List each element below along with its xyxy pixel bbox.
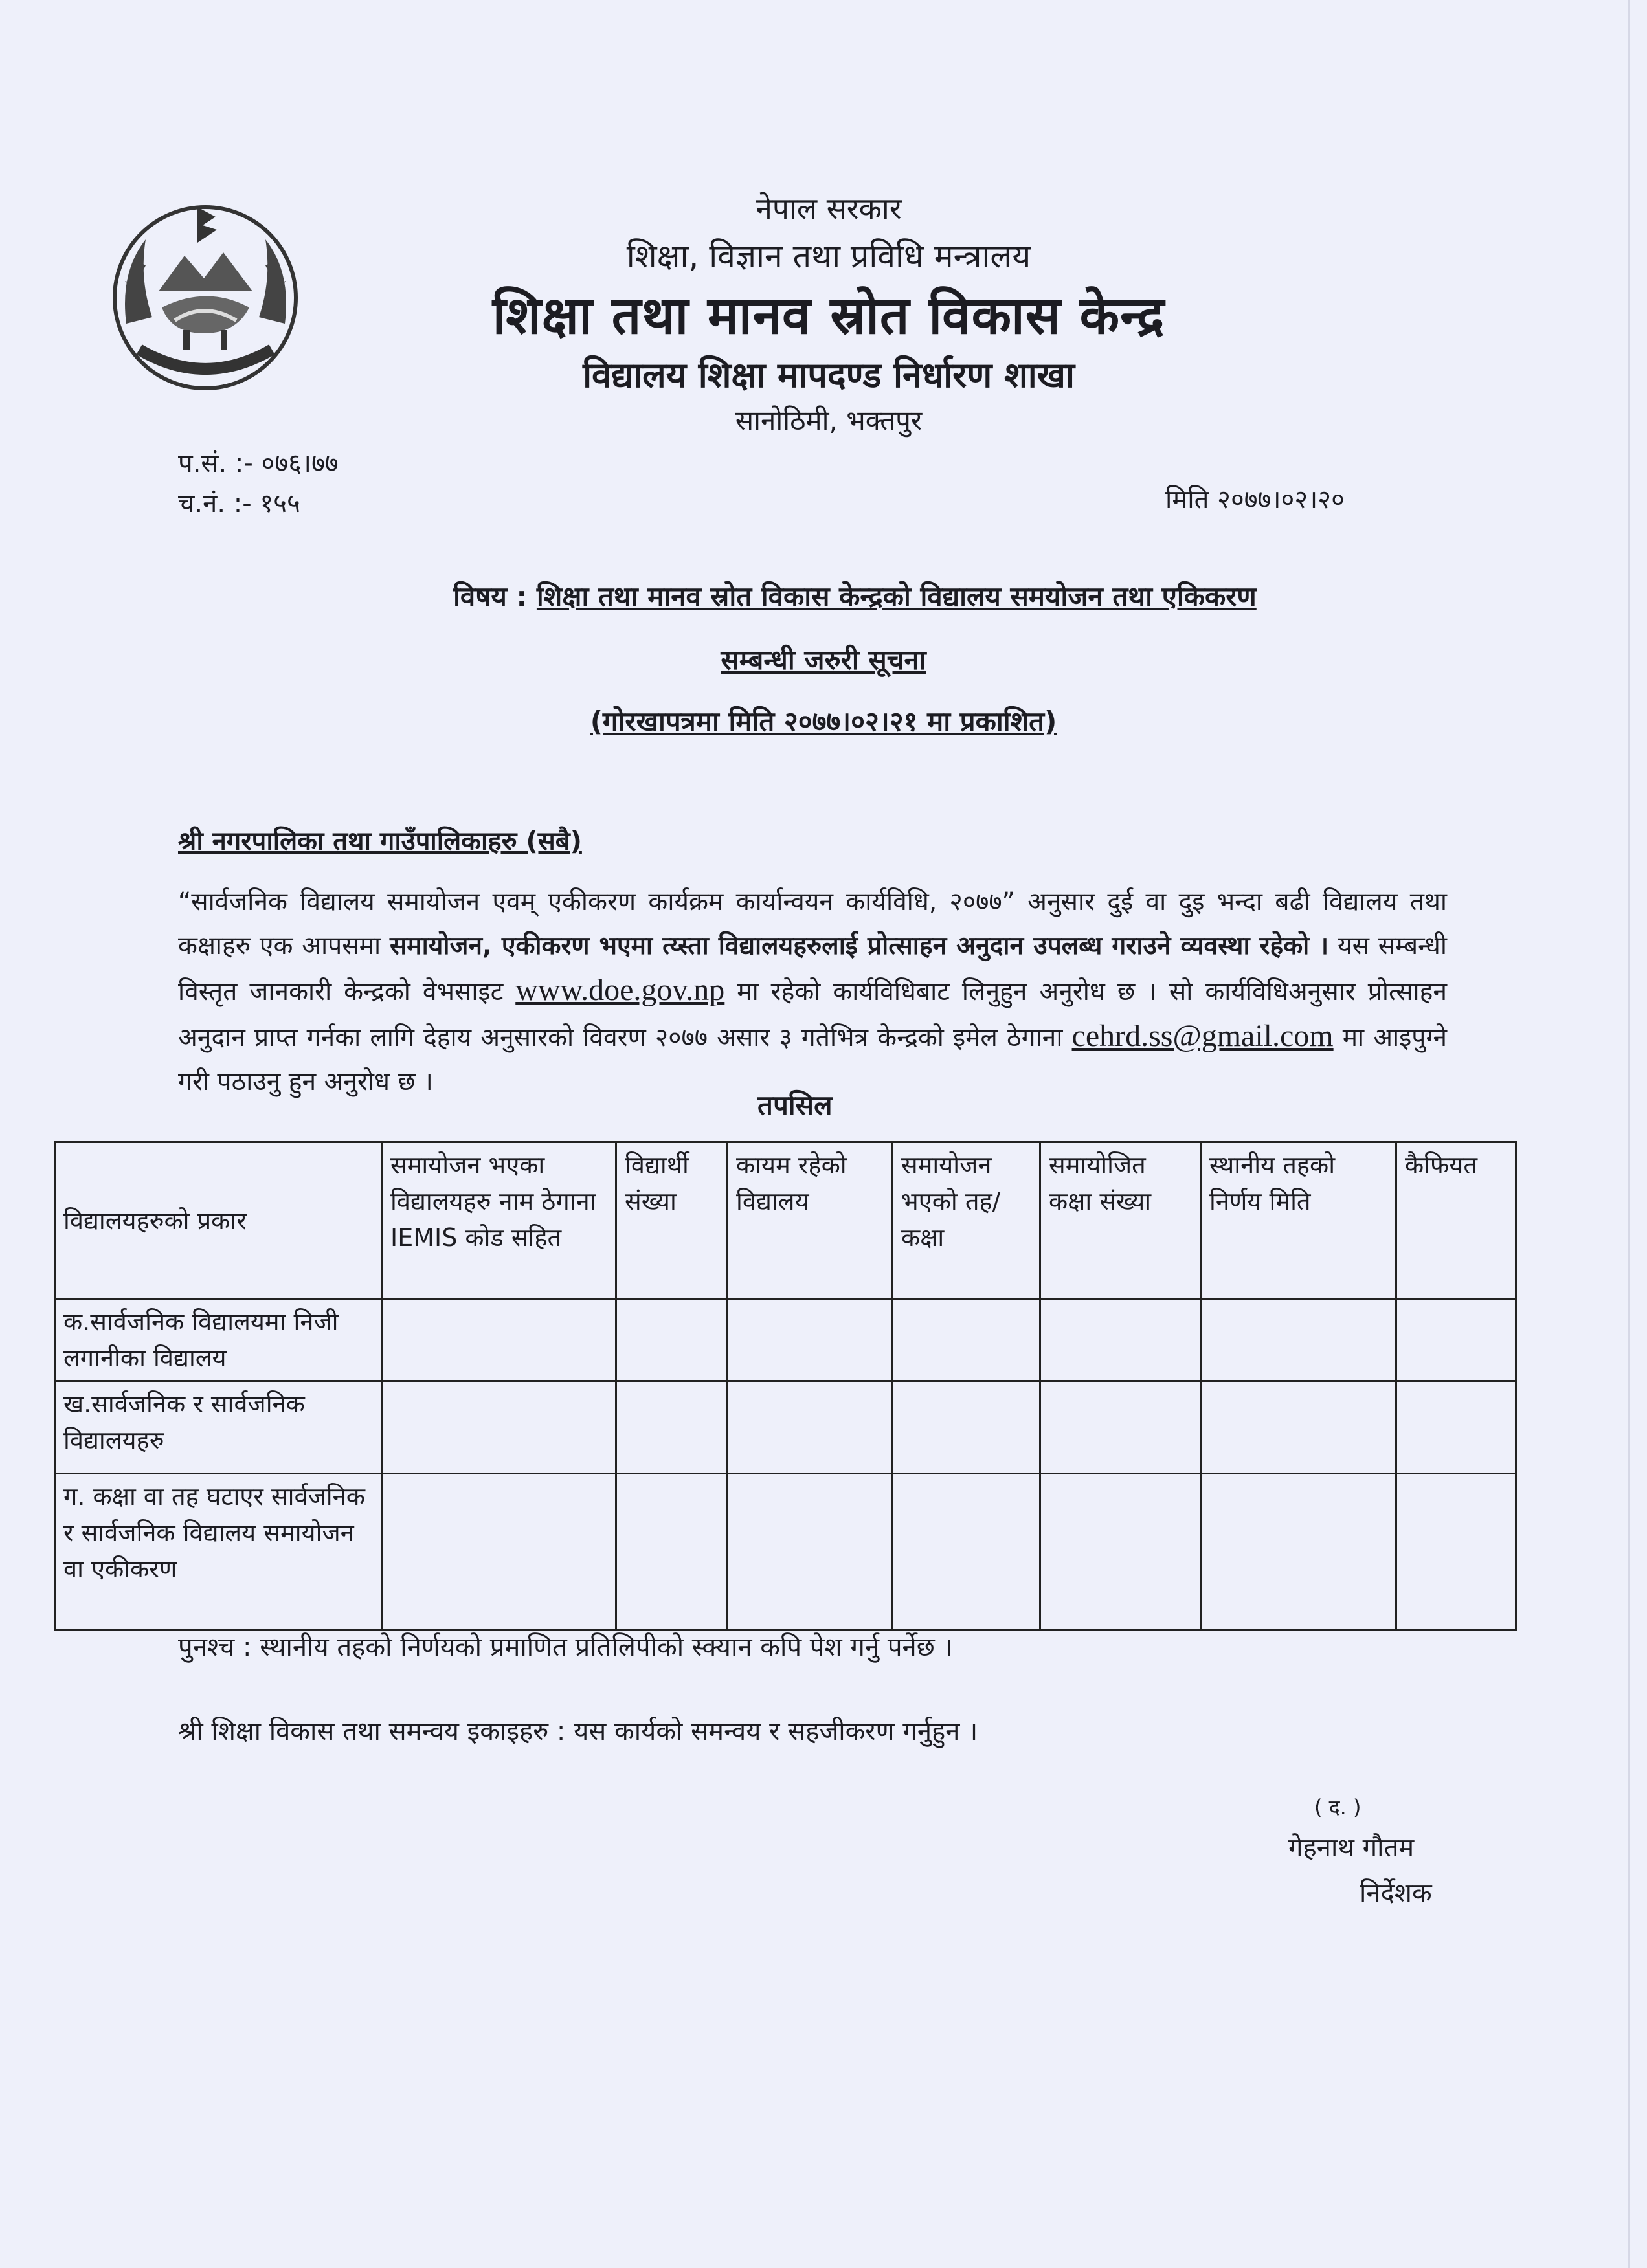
branch-name: विद्यालय शिक्षा मापदण्ड निर्धारण शाखा — [583, 355, 1075, 395]
center-name: शिक्षा तथा मानव स्रोत विकास केन्द्र — [492, 285, 1165, 346]
header-decision-date: स्थानीय तहको निर्णय मिति — [1201, 1142, 1396, 1299]
row-label: क.सार्वजनिक विद्यालयमा निजी लगानीका विद्यालय — [55, 1299, 382, 1381]
header-remaining-school: कायम रहेको विद्यालय — [728, 1142, 893, 1299]
cc-note: श्री शिक्षा विकास तथा समन्वय इकाइहरु : यस कार्यको समन्वय र सहजीकरण गर्नुहुन । — [178, 1717, 978, 1746]
header-merged-level: समायोजन भएको तह/कक्षा — [893, 1142, 1040, 1299]
addressee: श्री नगरपालिका तथा गाउँपालिकाहरु (सबै) — [178, 827, 582, 856]
letter-date: मिति २०७७।०२।२० — [1165, 485, 1345, 515]
row-label: ख.सार्वजनिक र सार्वजनिक विद्यालयहरु — [55, 1381, 382, 1474]
patra-sankhya: प.सं. :- ०७६।७७ — [178, 449, 339, 478]
body-text-2: यस सम्बन्धी विस्तृत जानकारी केन्द्रको वेभसाइट — [178, 931, 1448, 1006]
details-table — [54, 1141, 1517, 1631]
header-school-type: विद्यालयहरुको प्रकार — [55, 1142, 382, 1299]
signatory-designation: निर्देशक — [1360, 1878, 1432, 1908]
subject-text: शिक्षा तथा मानव स्रोत विकास केन्द्रको विद्यालय समयोजन तथा एकिकरण — [536, 581, 1257, 612]
postscript: पुनश्च : स्थानीय तहको निर्णयको प्रमाणित प्रतिलिपीको स्क्यान कपि पेश गर्नु पर्नेछ । — [178, 1632, 953, 1662]
chalani-number: च.नं. :- १५५ — [178, 489, 300, 518]
body-text-1: “सार्वजनिक विद्यालय समायोजन एवम् एकीकरण कार्यक्रम कार्यान्वयन कार्यविधि, २०७७” अनुसार दुई वा दुइ भन्दा बढी विद्यालय तथा कक्षाहरु एक आपसमा — [178, 887, 1447, 961]
website-link[interactable]: www.doe.gov.np — [515, 973, 725, 1007]
subject-line — [453, 577, 1257, 614]
body-paragraph — [178, 880, 1447, 1104]
header-student-count: विद्यार्थी संख्या — [616, 1142, 728, 1299]
scan-edge — [1628, 0, 1630, 2268]
table-row — [55, 1299, 1516, 1381]
ministry-name: शिक्षा, विज्ञान तथा प्रविधि मन्त्रालय — [626, 238, 1031, 275]
subject-line-3: (गोरखापत्रमा मिति २०७७।०२।२१ मा प्रकाशित) — [590, 706, 1057, 737]
government-name: नेपाल सरकार — [756, 191, 902, 226]
table-row — [55, 1474, 1516, 1630]
body-text-4: मा आइपुग्ने गरी पठाउनु हुन अनुरोध छ । — [178, 1023, 1448, 1096]
row-label: ग. कक्षा वा तह घटाएर सार्वजनिक र सार्वजनिक विद्यालय समायोजन वा एकीकरण — [55, 1474, 382, 1630]
table-row — [55, 1381, 1516, 1474]
header-merged-schools: समायोजन भएका विद्यालयहरु नाम ठेगाना IEMIS कोड सहित — [382, 1142, 616, 1299]
nepal-emblem-icon — [100, 194, 311, 401]
signature-mark: ( द. ) — [1314, 1795, 1361, 1819]
subject-line-2: सम्बन्धी जरुरी सूचना — [721, 644, 926, 676]
email-link[interactable]: cehrd.ss@gmail.com — [1071, 1019, 1334, 1053]
body-text-bold: समायोजन, एकीकरण भएमा त्य्स्ता विद्यालयहरुलाई प्रोत्साहन अनुदान उपलब्ध गराउने व्यवस्था रहेको । — [389, 931, 1329, 961]
body-text-3: मा रहेको कार्यविधिबाट लिनुहुन अनुरोध छ । सो कार्यविधिअनुसार प्रोत्साहन अनुदान प्राप्त गर्नका लागि देहाय अनुसारको विवरण २०७७ असार ३ गतेभित्र केन्द्रको इमेल ठेगाना — [178, 977, 1447, 1052]
table-title: तपसिल — [757, 1089, 833, 1121]
signatory-name: गेहनाथ गौतम — [1288, 1833, 1415, 1863]
table-header-row — [55, 1142, 1516, 1299]
office-location: सानोठिमी, भक्तपुर — [735, 405, 923, 436]
subject-label: विषय : — [453, 581, 528, 612]
header-remarks: कैफियत — [1396, 1142, 1516, 1299]
header-merged-class-count: समायोजित कक्षा संख्या — [1040, 1142, 1201, 1299]
